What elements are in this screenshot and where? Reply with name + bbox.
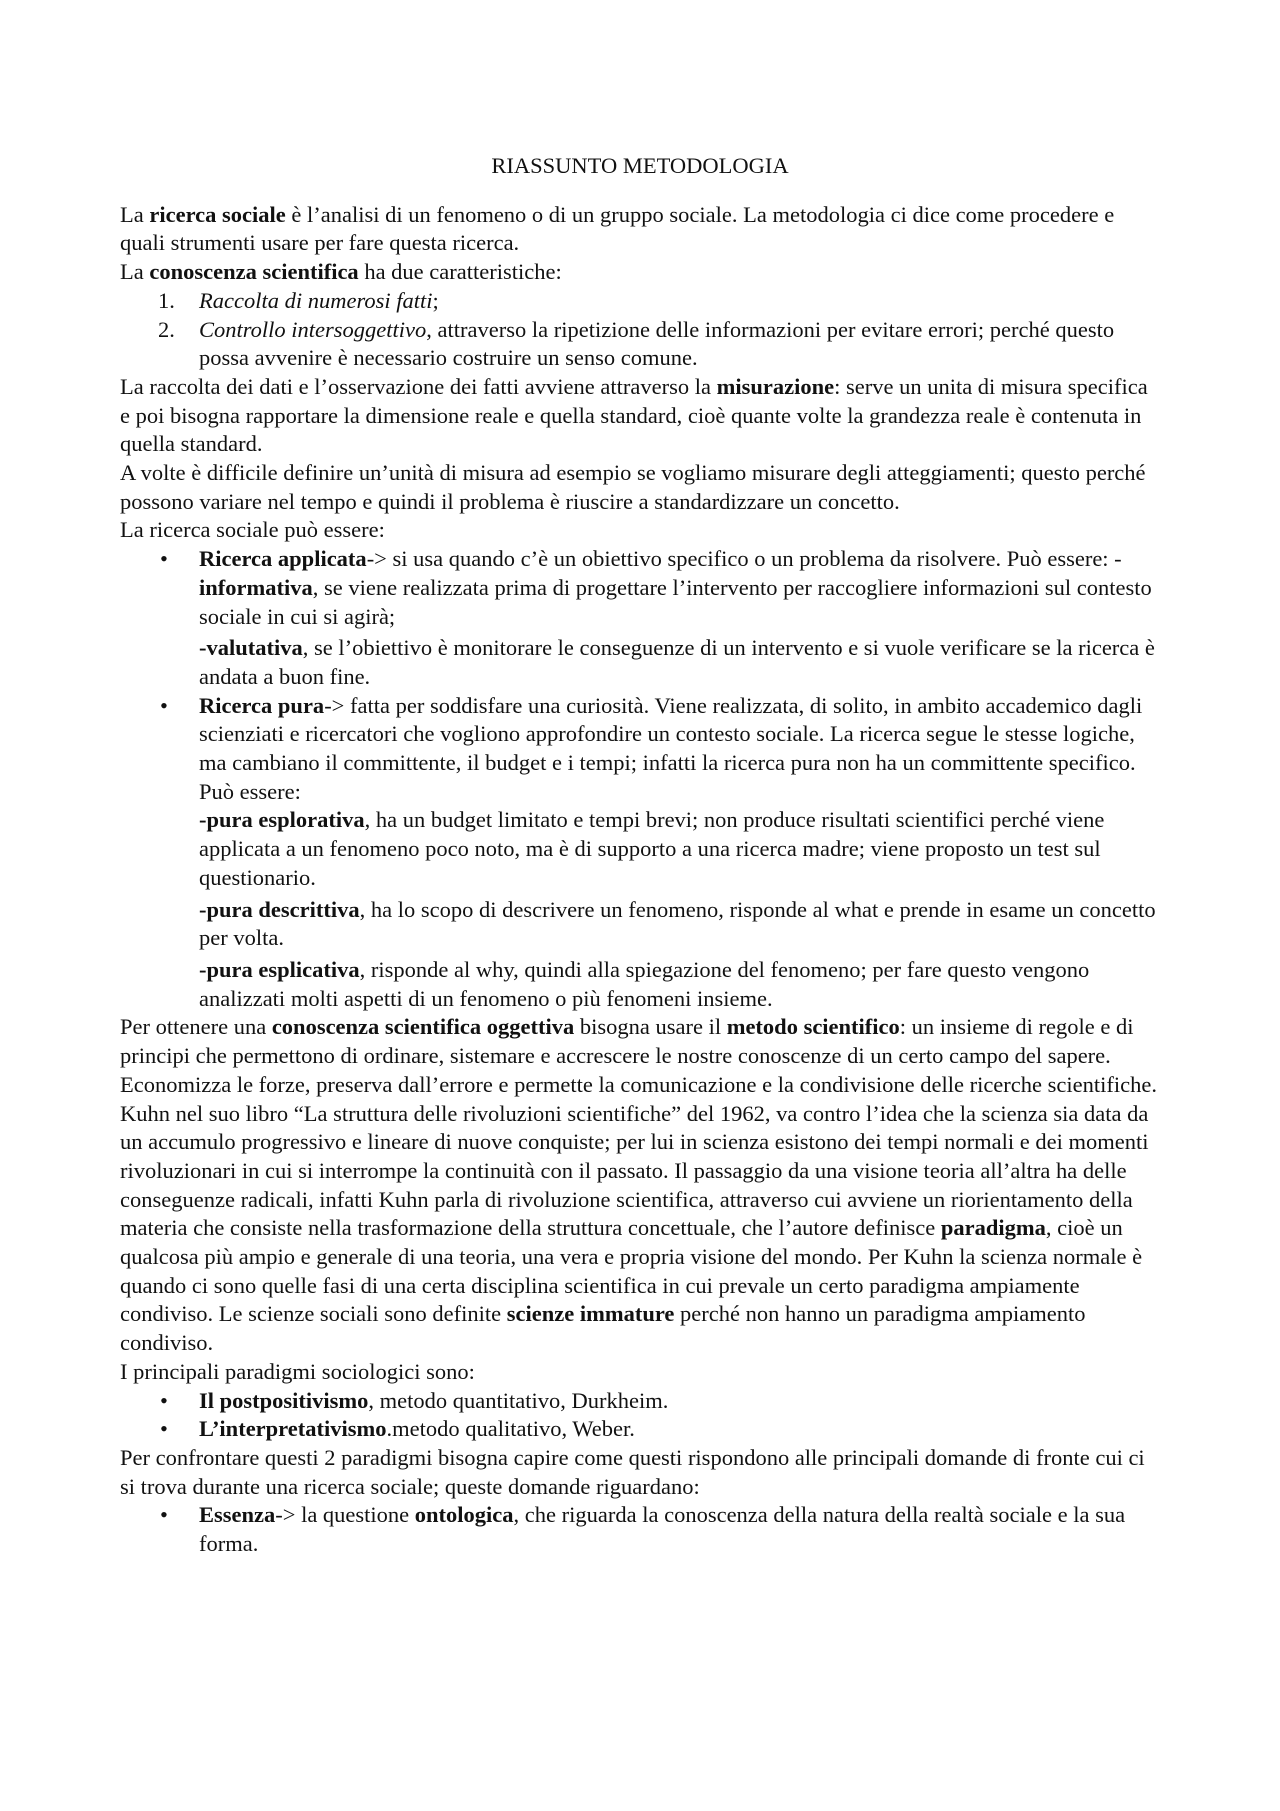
list-item: 2. Controllo intersoggettivo, attraverso la ripetizione delle informazioni per evitare errori; perché questo possa avvenire è necessario costruire un senso comune.	[158, 316, 1115, 371]
bullet-icon: •	[160, 1387, 168, 1413]
bullet-icon: •	[160, 546, 168, 572]
bullet-icon: •	[160, 1416, 168, 1442]
term-conoscenza-scientifica: conoscenza scientifica	[149, 259, 359, 285]
list-item-ricerca-pura: • Ricerca pura-> fatta per soddisfare una curiosità. Viene realizzata, di solito, in ambito accademico dagli scienziati e ricercatori che vogliono approfondire un contesto sociale. La ricerca segue le stesse logiche, ma cambiano il committente, il budget e i tempi; infatti la ricerca pura non ha un committente specifico. Può essere: -pura esplorativa, ha un budget limitato e tempi brevi; non produce risultati scientifici perché viene applicata a un fenomeno poco noto, ma è di supporto a una ricerca madre; viene proposto un test sul questionario. -pura descrittiva, ha lo scopo di descrivere un fenomeno, risponde al what e prende in esame un concetto per volta. -pura esplicativa, risponde al why, quindi alla spiegazione del fenomeno; per fare questo vengono analizzati molti aspetti di un fenomeno o più fenomeni insieme.	[120, 692, 1160, 1014]
list-item: • Essenza-> la questione ontologica, che riguarda la conoscenza della natura della realtà sociale e la sua forma.	[160, 1502, 1126, 1557]
paragraph-misurazione: La raccolta dei dati e l’osservazione dei fatti avviene attraverso la misurazione: serve un unita di misura specifica e poi bisogna rapportare la dimensione reale e quella standard, cioè quante volte la grandezza reale è contenuta in quella standard.	[120, 373, 1148, 457]
bullet-list-paradigmi	[120, 1387, 1160, 1444]
paragraph-ricerca-sociale: La ricerca sociale è l’analisi di un fenomeno o di un gruppo sociale. La metodologia ci dice come procedere e quali strumenti usare per fare questa ricerca.	[120, 201, 1115, 256]
bullet-icon: •	[160, 692, 168, 718]
sub-item-valutativa: -valutativa, se l’obiettivo è monitorare le conseguenze di un intervento e si vuole verificare se la ricerca è andata a buon fine.	[199, 635, 1155, 689]
paragraph-unita-misura: A volte è difficile definire un’unità di misura ad esempio se vogliamo misurare degli atteggiamenti; questo perché possono variare nel tempo e quindi il problema è riuscire a standardizzare un concetto.	[120, 460, 1146, 514]
paragraph-confronto: Per confrontare questi 2 paradigmi bisogna capire come questi rispondono alle principali domande di fronte cui ci si trova durante una ricerca sociale; queste domande riguardano:	[120, 1444, 1145, 1499]
bullet-list-tipi-ricerca	[120, 545, 1160, 1013]
document-title: RIASSUNTO METODOLOGIA	[491, 153, 789, 178]
paragraph-ricerca-puo-essere: La ricerca sociale può essere:	[120, 517, 385, 543]
bullet-icon: •	[160, 1502, 168, 1528]
paragraph-paradigmi: I principali paradigmi sociologici sono:	[120, 1358, 475, 1384]
list-item-ricerca-applicata: • Ricerca applicata-> si usa quando c’è un obiettivo specifico o un problema da risolvere. Può essere: -informativa, se viene realizzata prima di progettare l’intervento per raccogliere informazioni sul contesto sociale in cui si agirà; -valutativa, se l’obiettivo è monitorare le conseguenze di un intervento e si vuole verificare se la ricerca è andata a buon fine.	[120, 545, 1160, 692]
numbered-list-caratteristiche	[120, 287, 1160, 373]
list-item: • Il postpositivismo, metodo quantitativo, Durkheim.	[120, 1387, 1160, 1416]
paragraph-metodo-scientifico: Per ottenere una conoscenza scientifica oggettiva bisogna usare il metodo scientifico: un insieme di regole e di principi che permettono di ordinare, sistemare e accrescere le nostre conoscenze di un certo campo del sapere. Economizza le forze, preserva dall’errore e permette la comunicazione e la condivisione delle ricerche scientifiche.	[120, 1014, 1157, 1097]
term-misurazione: misurazione	[716, 373, 835, 399]
term-ricerca-sociale: ricerca sociale	[149, 201, 286, 227]
list-item: • L’interpretativismo.metodo qualitativo, Weber.	[120, 1415, 1160, 1444]
sub-item-esplicativa: -pura esplicativa, risponde al why, quindi alla spiegazione del fenomeno; per fare questo vengono analizzati molti aspetti di un fenomeno o più fenomeni insieme.	[199, 956, 1090, 1011]
sub-item-esplorativa: -pura esplorativa, ha un budget limitato e tempi brevi; non produce risultati scientifici perché viene applicata a un fenomeno poco noto, ma è di supporto a una ricerca madre; viene proposto un test sul questionario.	[199, 807, 1105, 890]
paragraph-kuhn: Kuhn nel suo libro “La struttura delle rivoluzioni scientifiche” del 1962, va contro l’idea che la scienza sia data da un accumulo progressivo e lineare di nuove conquiste; per lui in scienza esistono dei tempi normali e dei momenti rivoluzionari in cui si interrompe la continuità con il passato. Il passaggio da una visione teoria all’altra ha delle conseguenze radicali, infatti Kuhn parla di rivoluzione scientifica, attraverso cui avviene un riorientamento della materia che consiste nella trasformazione della struttura concettuale, che l’autore definisce paradigma, cioè un qualcosa più ampio e generale di una teoria, una vera e propria visione del mondo. Per Kuhn la scienza normale è quando ci sono quelle fasi di una certa disciplina scientifica in cui prevale un certo paradigma ampiamente condiviso. Le scienze sociali sono definite scienze immature perché non hanno un paradigma ampiamento condiviso.	[120, 1100, 1149, 1356]
list-item: 1. Raccolta di numerosi fatti;	[158, 287, 439, 313]
paragraph-conoscenza-scientifica: La conoscenza scientifica ha due caratteristiche:	[120, 259, 562, 285]
bullet-list-domande	[120, 1501, 1160, 1558]
sub-item-descrittiva: -pura descrittiva, ha lo scopo di descrivere un fenomeno, risponde al what e prende in esame un concetto per volta.	[199, 896, 1156, 951]
